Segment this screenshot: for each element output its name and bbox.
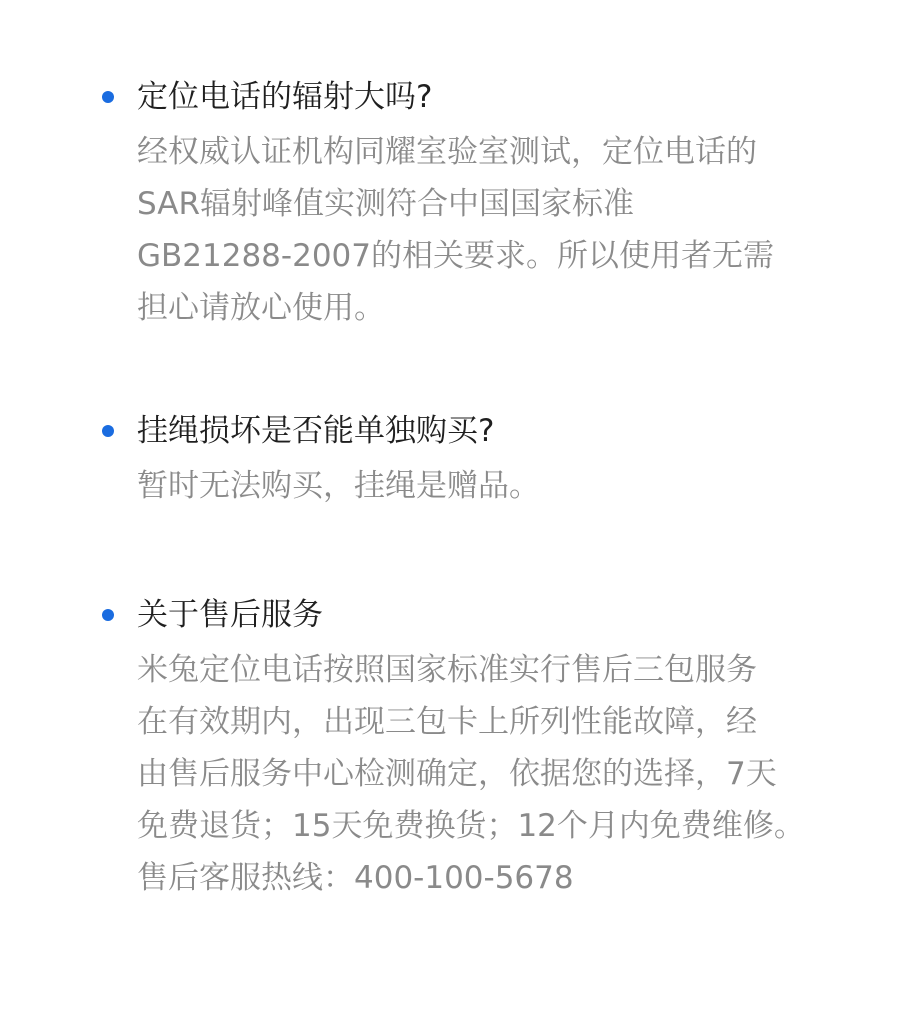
bullet-dot-icon [102,609,114,621]
faq-answer-line: 免费退货；15天免费换货；12个月内免费维修。 [137,808,805,844]
faq-answer-line: SAR辐射峰值实测符合中国国家标准 [137,186,634,222]
faq-question: 定位电话的辐射大吗? [137,79,433,115]
faq-answer-line: 由售后服务中心检测确定，依据您的选择，7天 [137,756,777,792]
faq-answer [137,460,540,512]
faq-answer-line: GB21288-2007的相关要求。所以使用者无需 [137,238,774,274]
faq-question: 挂绳损坏是否能单独购买? [137,413,495,449]
faq-answer-line: 售后客服热线：400-100-5678 [137,860,574,896]
faq-answer-line: 经权威认证机构同耀室验室测试，定位电话的 [137,134,757,170]
faq-answer-line: 担心请放心使用。 [137,290,385,326]
faq-answer [137,126,774,334]
faq-answer [137,644,805,904]
faq-answer-line: 暂时无法购买，挂绳是赠品。 [137,468,540,504]
faq-question: 关于售后服务 [137,597,323,633]
bullet-dot-icon [102,425,114,437]
faq-answer-line: 在有效期内，出现三包卡上所列性能故障，经 [137,704,757,740]
faq-answer-line: 米兔定位电话按照国家标准实行售后三包服务 [137,652,757,688]
bullet-dot-icon [102,91,114,103]
